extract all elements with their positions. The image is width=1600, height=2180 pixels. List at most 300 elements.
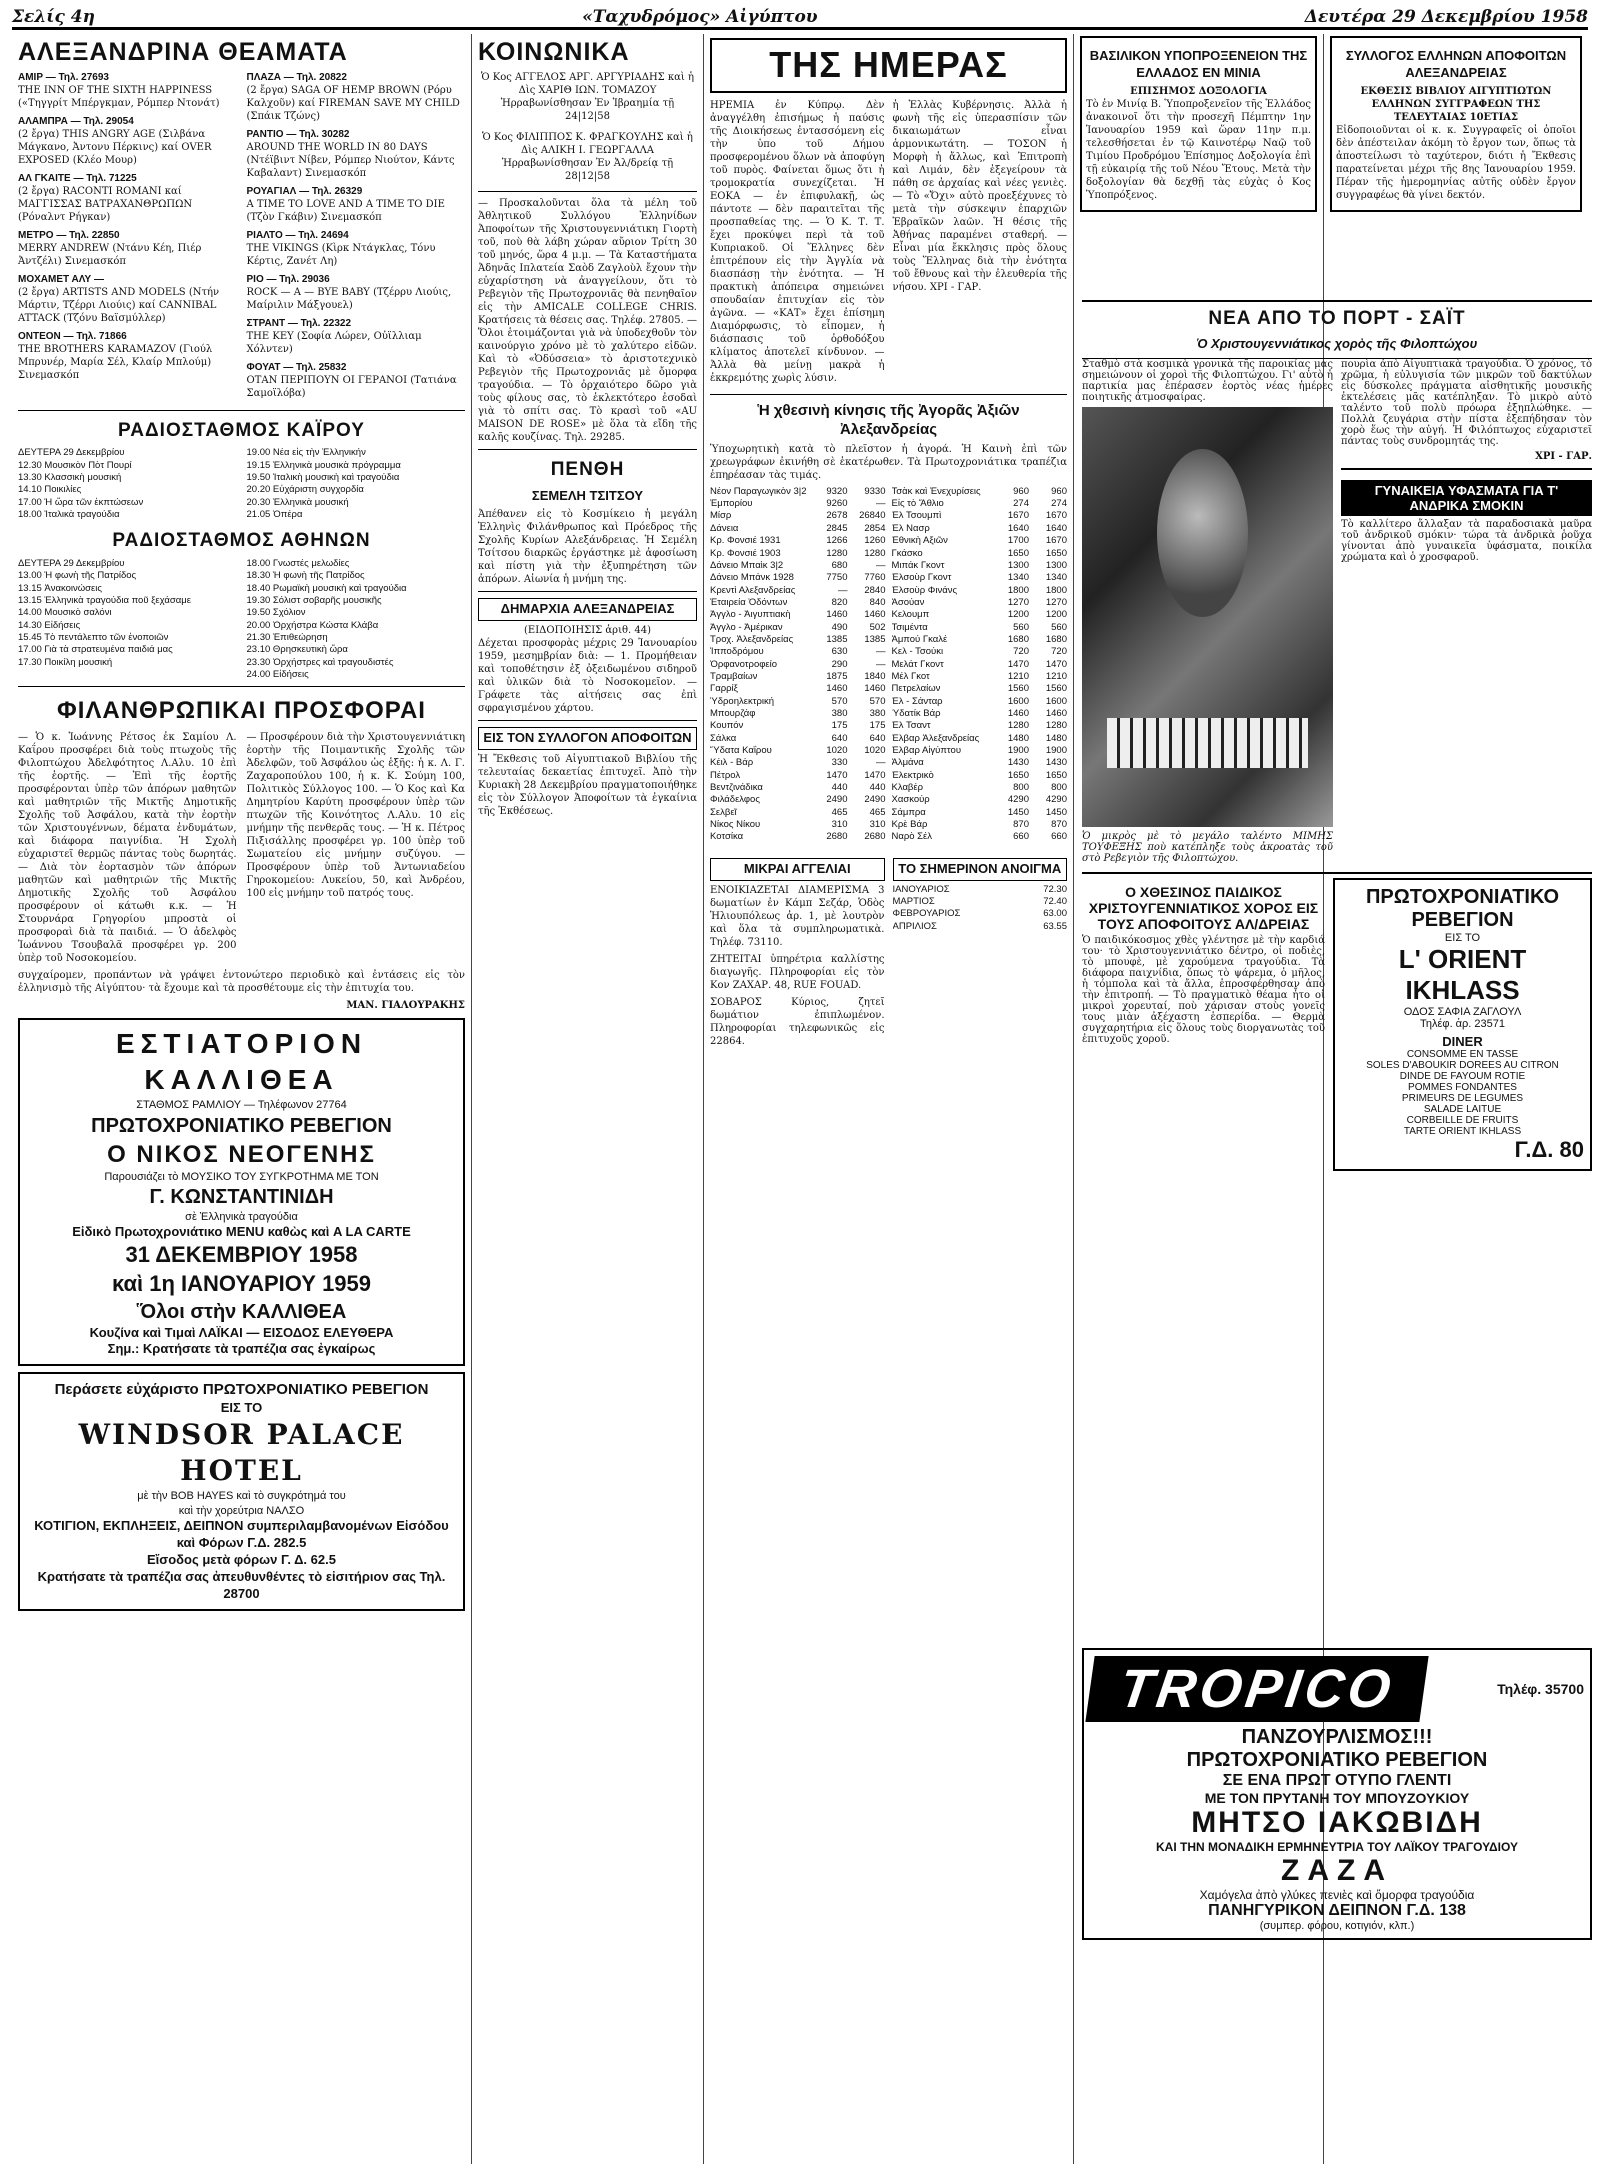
engagement-notice: Ὁ Κος ΑΓΓΕΛΟΣ ΑΡΓ. ΑΡΓΥΡΙΑΔΗΣ καὶ ἡ Δὶς ΧΑΡΙΘ ΙΩΝ. ΤΟΜΑΖΟΥ Ἠρραβωνίσθησαν Ἐν Ἰβραημία τῇ 24|12|58 bbox=[480, 71, 695, 122]
schedule-entry: 13.00 Ἡ φωνὴ τῆς Πατρίδος bbox=[18, 570, 137, 582]
cinema-listings bbox=[18, 71, 465, 405]
cinema-film: ΟΤΑΝ ΠΕΡΙΠΟΥΝ ΟΙ ΓΕΡΑΝΟΙ (Τατιάνα Σαμοϊλόβα) bbox=[246, 374, 457, 399]
security-name: Ἐλ Τσουμπὶ bbox=[891, 510, 942, 522]
market-row bbox=[892, 819, 1068, 831]
cinema-film: A TIME TO LOVE AND A TIME TO DIE (Τζὸν Γκάβιν) Σινεμασκόπ bbox=[246, 198, 445, 223]
price-value: 1560 bbox=[1045, 683, 1067, 695]
price-value: 630 bbox=[831, 646, 848, 658]
security-name: Ἐλβαρ Αἰγύπτου bbox=[891, 745, 962, 757]
market-row bbox=[892, 609, 1068, 621]
price-value: 1460 bbox=[826, 683, 848, 695]
market-row bbox=[892, 622, 1068, 634]
price-value: 1460 bbox=[1007, 707, 1029, 719]
price-value: 1266 bbox=[826, 535, 848, 547]
security-name: Ἀλμάνα bbox=[891, 757, 924, 769]
schedule-entry: 13.15 Ἀνακοινώσεις bbox=[18, 582, 102, 594]
dimarchia-sub: (ΕΙΔΟΠΟΙΗΣΙΣ ἀριθ. 44) bbox=[524, 624, 651, 636]
security-name: Γαρρίξ bbox=[710, 683, 738, 695]
schedule-entry: 13.30 Κλασσικὴ μουσική bbox=[18, 471, 122, 483]
obituary-name: ΣΕΜΕΛΗ ΤΣΙΤΣΟΥ bbox=[531, 488, 644, 504]
schedule-entry: 14.00 Μουσικὸ σαλόνι bbox=[18, 607, 112, 619]
cinema-name: ΣΤΡΑΝΤ — Τηλ. 22322 bbox=[246, 317, 352, 329]
security-name: ΑΠΡΙΛΙΟΣ bbox=[892, 920, 937, 932]
price-value: 63.55 bbox=[1043, 920, 1067, 932]
cinema-name: ΡΙΟ — Τηλ. 29036 bbox=[246, 273, 330, 285]
schedule-entry: ΔΕΥΤΕΡΑ 29 Δεκεμβρίου bbox=[18, 557, 125, 569]
market-row bbox=[892, 659, 1068, 671]
market-row bbox=[893, 921, 1068, 933]
security-name: Τροχ. Ἀλεξανδρείας bbox=[710, 633, 794, 645]
price-value: 1460 bbox=[1045, 707, 1067, 719]
price-value: 720 bbox=[1013, 646, 1029, 658]
price-value: 1300 bbox=[1007, 559, 1029, 571]
market-row bbox=[710, 770, 886, 782]
schedule-entry: 19.00 Νέα εἰς τὴν Ἑλληνικήν bbox=[246, 447, 366, 459]
security-name: Μέλ Γκοτ bbox=[891, 670, 930, 682]
cinema-name: ΡΙΑΛΤΟ — Τηλ. 24694 bbox=[246, 229, 349, 241]
price-value: 490 bbox=[831, 621, 848, 633]
price-value: 440 bbox=[869, 782, 886, 794]
tail-signature: ΜΑΝ. ΓΙΑΛΟΥΡΑΚΗΣ bbox=[346, 999, 465, 1011]
tropico-note: (συμπερ. φόρου, κοτιγιόν, κλπ.) bbox=[1259, 1920, 1415, 1932]
schedule-entry: 14.10 Ποικιλίες bbox=[18, 484, 82, 496]
price-value: — bbox=[876, 757, 886, 769]
menu-item: CORBEILLE DE FRUITS bbox=[1406, 1115, 1519, 1126]
cinema-listing bbox=[247, 128, 466, 180]
price-value: 2490 bbox=[826, 794, 848, 806]
tropico-line2: ΠΡΩΤΟΧΡΟΝΙΑΤΙΚΟ ΡΕΒΕΓΙΟΝ bbox=[1186, 1749, 1488, 1771]
market-row bbox=[710, 782, 886, 794]
security-name: ΦΕΒΡΟΥΑΡΙΟΣ bbox=[892, 908, 961, 920]
cinema-film: THE VIKINGS (Κὶρκ Ντάγκλας, Τόνυ Κέρτις, Ζανέτ Λη) bbox=[246, 242, 436, 267]
security-name: Ἐλεκτρικὸ bbox=[891, 769, 934, 781]
market-row bbox=[710, 745, 886, 757]
schedule-entry: 20.00 Ὀρχήστρα Κώστα Κλάβα bbox=[246, 619, 379, 631]
issue-date: Δευτέρα 29 Δεκεμβρίου 1958 bbox=[1304, 6, 1588, 27]
market-tables bbox=[710, 486, 1067, 844]
cinema-film: AROUND THE WORLD IN 80 DAYS (Ντέϊβιντ Νίβεν, Ρόμπερ Νιούτον, Κάντς Καβαλαντ) Σινεμασκόπ bbox=[246, 141, 455, 179]
price-value: 1900 bbox=[1045, 745, 1067, 757]
price-value: 4290 bbox=[1045, 794, 1067, 806]
orient-address: ΟΔΟΣ ΣΑΦΙΑ ΖΑΓΛΟΥΛ bbox=[1403, 1006, 1522, 1018]
tropico-zaza: ΖΑΖΑ bbox=[1281, 1854, 1393, 1887]
price-value: 1680 bbox=[1007, 633, 1029, 645]
cinema-listing bbox=[247, 317, 466, 356]
security-name: Ἐλσοὺρ Γκοντ bbox=[891, 572, 952, 584]
gynaikeia-text: Τὸ καλλίτερο ἄλλαξαν τὰ παραδοσιακὰ μαῦρα τοῦ ἀνδρικοῦ σμόκιν· τώρα τὰ ἀνδρικὰ ῥοῦχα γίνονται ἀπὸ γυναικεῖα ὑφάσματα, ποικίλα χρώματα καὶ ὁ χροσφαροῦ. bbox=[1341, 519, 1592, 563]
price-value: 1700 bbox=[1007, 535, 1029, 547]
price-value: 2680 bbox=[826, 831, 848, 843]
menu-item: CONSOMME EN TASSE bbox=[1406, 1049, 1519, 1060]
price-value: 175 bbox=[869, 720, 886, 732]
orient-menu bbox=[1341, 1049, 1584, 1137]
menu-item: TARTE ORIENT IKHLASS bbox=[1403, 1126, 1522, 1137]
price-value: 274 bbox=[1051, 498, 1067, 510]
security-name: Ἐλσοὺρ Φινάνς bbox=[891, 584, 958, 596]
orient-line3: ΕΙΣ ΤΟ bbox=[1444, 932, 1481, 944]
kallithea-menu: Εἰδικὸ Πρωτοχρονιάτικο MENU καθὼς καὶ A LA CARTE bbox=[72, 1224, 411, 1240]
price-value: 1280 bbox=[864, 547, 886, 559]
security-name: Ἱπποδρόμου bbox=[710, 646, 764, 658]
cinema-listing bbox=[247, 361, 466, 400]
cinema-name: ΡΑΝΤΙΟ — Τηλ. 30282 bbox=[246, 128, 350, 140]
security-name: Δάνεια bbox=[710, 522, 739, 534]
menu-item: POMMES FONDANTES bbox=[1408, 1082, 1517, 1093]
price-value: 72.30 bbox=[1043, 883, 1067, 895]
security-name: Κρ. Φονσιέ 1931 bbox=[710, 535, 781, 547]
column-day bbox=[704, 34, 1074, 2164]
schedule-entry: 19.50 Σχόλιον bbox=[246, 607, 306, 619]
price-value: 9330 bbox=[864, 485, 886, 497]
day-text-left: ΗΡΕΜΙΑ ἐν Κύπρῳ. Δὲν ἀναγγέλθη ἐπισήμως ἡ παύσις τῆς Διοικήσεως ἐντασσόμενη εἰς τὴν ὑπο τοῦ Δήμου προσφερομένου ὅλων νὰ ἀποφύγη τοῦ πυρὸς. Φαίνεται ὅμως ὅτι ἡ τρομοκρατία συνεχίζεται. Ἡ ΕΟΚΑ — ἐν ἐπιφυλακῇ, ὡς πάντοτε — δὲν παραιτεῖται τῆς προσπαθείας της. — Ὁ Κ. Τ. Τ. ἔχει προκύψει περὶ τὰ τοῦ Κυπριακοῦ. Οἱ Ἕλληνες δὲν ἐπιτρέπουν εἰς τὴν Ἀγγλία νὰ διασπάσῃ τὴν ἑνότητα. — Ἡ πρακτικὴ ἀπόπειρα σημειώνει σπουδαίαν ἐπιτυχίαν εἰς τὸν ἀγῶνα. — «ΚΑΤ» ἔχει ἐπίσημη Διαμόρφωσις, τὸ εἶπομεν, ἡ διάσπασις τοῦ ὀρθοδόξου κλίματος ἀποτελεῖ κίνδυνον. — Ἀλλὰ θὰ μείνῃ μακρὰ ἡ ἐκκρεμότης χωρὶς λύσιν. bbox=[710, 99, 885, 384]
schedule-entry: 21.05 Ὀπέρα bbox=[246, 508, 303, 520]
market-row bbox=[892, 770, 1068, 782]
market-row bbox=[892, 486, 1068, 498]
photo-caption: Ὁ μικρὸς μὲ τὸ μεγάλο ταλέντο ΜΙΜΗΣ ΤΟΥΦΕΞΗΣ ποὺ κατέπληξε τοὺς ἀκροατὰς τοῦ στὸ Ρεβεγιὸν τῆς Φιλοπτώχου. bbox=[1082, 831, 1333, 864]
price-value: 1210 bbox=[1007, 670, 1029, 682]
menu-item: SALADE LAITUE bbox=[1423, 1104, 1502, 1115]
market-row bbox=[710, 548, 886, 560]
price-value: 1200 bbox=[1007, 609, 1029, 621]
market-row bbox=[710, 696, 886, 708]
windsor-entry: Εἴσοδος μετὰ φόρων Γ. Δ. 62.5 bbox=[147, 1551, 336, 1567]
market-row bbox=[710, 708, 886, 720]
price-value: 1280 bbox=[1007, 720, 1029, 732]
cinema-film: (2 ἔργα) ARTISTS AND MODELS (Ντήν Μάρτιν, Τζέρρι Λιούις) καί CANNIBAL ATTACK (Τζόνυ Βαϊσμύλλερ) bbox=[18, 286, 220, 324]
cinema-listing bbox=[18, 229, 237, 268]
price-value: 1640 bbox=[1007, 522, 1029, 534]
market-row bbox=[710, 609, 886, 621]
apofoitoi-title: ΣΥΛΛΟΓΟΣ ΕΛΛΗΝΩΝ ΑΠΟΦΟΙΤΩΝ ΑΛΕΞΑΝΔΡΕΙΑΣ bbox=[1345, 48, 1567, 80]
security-name: Εἰς τὸ Ἄθλιο bbox=[891, 498, 944, 510]
price-value: 2678 bbox=[826, 510, 848, 522]
kallithea-singer: Γ. ΚΩΝΣΤΑΝΤΙΝΙΔΗ bbox=[149, 1186, 334, 1209]
tropico-line6: ΚΑΙ ΤΗΝ ΜΟΝΑΔΙΚΗ ΕΡΜΗΝΕΥΤΡΙΑ ΤΟΥ ΛΑΪΚΟΥ ΤΡΑΓΟΥΔΙΟΥ bbox=[1156, 1840, 1518, 1854]
cinema-film: (2 ἔργα) SAGA OF HEMP BROWN (Ρόρυ Καλχοῦν) καί FIREMAN SAVE MY CHILD (Σπάικ Τζώνς) bbox=[246, 84, 460, 122]
price-value: 1680 bbox=[1045, 633, 1067, 645]
market-row bbox=[892, 807, 1068, 819]
orient-phone: Τηλέφ. ἀρ. 23571 bbox=[1420, 1018, 1505, 1030]
porsaid-signature: ΧΡΙ - ΓΑΡ. bbox=[1535, 451, 1592, 462]
price-value: 1640 bbox=[1045, 522, 1067, 534]
paper-name: «Ταχυδρόμος» Αἰγύπτου bbox=[582, 6, 818, 27]
price-value: 1385 bbox=[864, 633, 886, 645]
windsor-band: μὲ τὴν BOB HAYES καὶ τὸ συγκρότημά του bbox=[137, 1490, 346, 1503]
price-value: 1800 bbox=[1007, 584, 1029, 596]
market-table-left bbox=[710, 486, 886, 844]
kallithea-reveillon: ΠΡΩΤΟΧΡΟΝΙΑΤΙΚΟ ΡΕΒΕΓΙΟΝ bbox=[91, 1114, 392, 1137]
engagements-list bbox=[478, 71, 697, 183]
menu-item: SOLES D'ABOUKIR DOREES AU CITRON bbox=[1366, 1060, 1559, 1071]
market-row bbox=[710, 523, 886, 535]
market-table-right bbox=[892, 486, 1068, 844]
security-name: Ὕδατα Καΐρου bbox=[710, 745, 772, 757]
market-row bbox=[892, 535, 1068, 547]
security-name: Νίκος Νίκου bbox=[710, 819, 761, 831]
kallithea-artist: Ο ΝΙΚΟΣ ΝΕΟΓΕΝΗΣ bbox=[107, 1140, 376, 1168]
security-name: Κρ. Φονσιέ 1903 bbox=[710, 547, 781, 559]
market-row bbox=[892, 671, 1068, 683]
cinema-film: (2 ἔργα) THIS ANGRY AGE (Σιλβάνα Μάγκανο, Ἀντονυ Πέρκινς) καί OVER EXPOSED (Κλέο Μουρ) bbox=[18, 128, 212, 166]
price-value: 1900 bbox=[1007, 745, 1029, 757]
price-value: 1450 bbox=[1007, 806, 1029, 818]
price-value: 1875 bbox=[826, 670, 848, 682]
security-name: Ἐλ Τσαντ bbox=[891, 720, 931, 732]
price-value: 570 bbox=[831, 695, 848, 707]
market-row bbox=[892, 572, 1068, 584]
price-value: 1270 bbox=[1045, 596, 1067, 608]
market-row bbox=[710, 634, 886, 646]
kallithea-songs: σὲ Ἑλληνικὰ τραγούδια bbox=[185, 1211, 298, 1224]
cinema-listing bbox=[18, 273, 237, 325]
schedule-entry: 17.00 Ἡ ὥρα τῶν ἐκπτώσεων bbox=[18, 496, 144, 508]
schedule-entry: 12.30 Μουσικὸν Πὸτ Πουρί bbox=[18, 459, 132, 471]
kallithea-title: ΕΣΤΙΑΤΟΡΙΟΝ ΚΑΛΛΙΘΕΑ bbox=[115, 1027, 368, 1095]
section-title-penthi: ΠΕΝΘΗ bbox=[550, 458, 625, 480]
cinema-listing bbox=[247, 185, 466, 224]
price-value: 1385 bbox=[826, 633, 848, 645]
cinema-name: ΑΛΑΜΠΡΑ — Τηλ. 29054 bbox=[18, 115, 134, 127]
market-row bbox=[892, 720, 1068, 732]
orient-line2: ΡΕΒΕΓΙΟΝ bbox=[1411, 909, 1514, 931]
security-name: Ναρὸ Σέλ bbox=[891, 831, 933, 843]
security-name: Κουπόν bbox=[710, 720, 744, 732]
cinema-listing bbox=[247, 71, 466, 123]
security-name: Δάνειο Μπαὶκ 3|2 bbox=[710, 559, 784, 571]
market-row bbox=[892, 560, 1068, 572]
tropico-dinner: ΠΑΝΗΓΥΡΙΚΟΝ ΔΕΙΠΝΟΝ Γ.Δ. 138 bbox=[1208, 1902, 1466, 1919]
price-value: 1650 bbox=[1007, 769, 1029, 781]
tropico-logo: TROPICO bbox=[1085, 1656, 1428, 1722]
opening-prices bbox=[893, 884, 1068, 933]
orient-line1: ΠΡΩΤΟΧΡΟΝΙΑΤΙΚΟ bbox=[1365, 886, 1560, 908]
tropico-line1: ΠΑΝΖΟΥΡΛΙΣΜΟΣ!!! bbox=[1241, 1726, 1433, 1748]
price-value: 1020 bbox=[864, 745, 886, 757]
market-row bbox=[710, 671, 886, 683]
section-title-sullogos: ΕΙΣ ΤΟΝ ΣΥΛΛΟΓΟΝ ΑΠΟΦΟΙΤΩΝ bbox=[478, 727, 697, 750]
schedule-entry: 24.00 Εἰδήσεις bbox=[246, 669, 309, 681]
price-value: 1280 bbox=[826, 547, 848, 559]
market-row bbox=[710, 646, 886, 658]
cinema-listing bbox=[247, 273, 466, 312]
schedule-entry: 19.15 Ἑλληνικὰ μουσικὰ πρόγραμμα bbox=[246, 459, 401, 471]
price-value: — bbox=[876, 559, 886, 571]
market-row bbox=[710, 486, 886, 498]
schedule-entry: 13.15 Ἑλληνικὰ τραγούδια ποῦ ξεχάσαμε bbox=[18, 594, 191, 606]
price-value: 9320 bbox=[826, 485, 848, 497]
cinema-listing bbox=[247, 229, 466, 268]
schedule-entry: 18.00 Ἰταλικὰ τραγούδια bbox=[18, 508, 120, 520]
price-value: 1270 bbox=[1007, 596, 1029, 608]
ad-tropico bbox=[1082, 1648, 1592, 1940]
price-value: 1340 bbox=[1007, 572, 1029, 584]
market-row bbox=[892, 831, 1068, 843]
security-name: Ἀγγλο - Ἀιγυπτιακὴ bbox=[710, 609, 791, 621]
windsor-title: WINDSOR PALACE HOTEL bbox=[78, 1417, 405, 1488]
price-value: 502 bbox=[869, 621, 886, 633]
price-value: 820 bbox=[831, 596, 848, 608]
paidikos-title: Ο ΧΘΕΣΙΝΟΣ ΠΑΙΔΙΚΟΣ ΧΡΙΣΤΟΥΓΕΝΝΙΑΤΙΚΟΣ ΧΟΡΟΣ ΕΙΣ ΤΟΥΣ ΑΠΟΦΟΙΤΟΥΣ ΑΛ/ΔΡΕΙΑΣ bbox=[1088, 884, 1319, 932]
windsor-eis: ΕΙΣ ΤΟ bbox=[220, 1399, 263, 1415]
market-row bbox=[892, 634, 1068, 646]
price-value: 310 bbox=[831, 819, 848, 831]
section-title-dimarchia: ΔΗΜΑΡΧΙΑ ΑΛΕΞΑΝΔΡΕΙΑΣ bbox=[478, 598, 697, 621]
price-value: 440 bbox=[831, 782, 848, 794]
porsaid-text: Σταθμὸ στὰ κοσμικὰ γρονικὰ τῆς παροικίας μας σημειώνουν οἱ χοροὶ τῆς Φιλοπτώχου. Γι' αὐτὸ ἡ παρτικία μας ἐπέρασεν ἑορτὸς νέας ἡμέρες ποιητικῆς ἀτμοσφαίρας. bbox=[1082, 359, 1333, 403]
price-value: 1480 bbox=[1007, 732, 1029, 744]
security-name: Κελ - Τσούκι bbox=[891, 646, 944, 658]
sullogos-text: Ἡ Ἔκθεσις τοῦ Αἰγυπτιακοῦ Βιβλίου τῆς τελευταίας δεκαετίας ἐπιτυχεῖ. Ἀπὸ τὴν Κυριακὴ 28 Δεκεμβρίου πραγματοποιήθηκε εἰς τὸν Σύλλογον Ἀποφοίτων τὰ ἐγκαίνια τῆς Ἐκθέσεως. bbox=[478, 753, 697, 817]
market-row bbox=[892, 683, 1068, 695]
price-value: 1670 bbox=[1045, 510, 1067, 522]
dimarchia-text: Δέχεται προσφορὰς μέχρις 29 Ἰανουαρίου 1959, μεσημβρίαν διὰ: — 1. Προμήθειαν καὶ τοποθέτησιν ἐξ ὀξειδωμένου σιδηροῦ καὶ ὑλικῶν διὰ τὸ Νοσοκομεῖον. — Γράφετε τὰς αἰτήσεις σας ἐπὶ σφραγισμένου χάρτου. bbox=[478, 637, 697, 714]
market-row bbox=[710, 560, 886, 572]
price-value: 1670 bbox=[1007, 510, 1029, 522]
price-value: 1470 bbox=[1045, 658, 1067, 670]
market-row bbox=[710, 733, 886, 745]
market-row bbox=[710, 622, 886, 634]
price-value: 1650 bbox=[1007, 547, 1029, 559]
price-value: 1430 bbox=[1045, 757, 1067, 769]
social-news: — Προσκαλοῦνται ὅλα τὰ μέλη τοῦ Ἀθλητικοῦ Συλλόγου Ἑλληνίδων Ἀποφοίτων τῆς Χριστουγεννιάτικη Γιορτὴ τοῦ, ποὺ θὰ λάβη χώραν αὔριον Τρίτη 30 τοῦ μηνός, ὥρα 4 μ.μ. — Τὰ Καταστήματα Ἀδηνᾶς Ιπλατεία Σαὸδ Ζαγλοὺλ ἔχουν τὴν εὐχαρίστηση νὰ ἀναγγείλουν, ὅτι τὸ Ρεβεγιὸν τῆς Πρωτοχρονιᾶς θὰ πενηθαῖον εἰς τὴν AMICALE COLLEGE CHRIS. Κρατήσεις τὰ θέσεις σας. Τηλέφ. 27805. — Ὅλοι ἑτοιμάζονται γιὰ νὰ ὑποδεχθοῦν τὸν καινούργιο χρόνο μὲ τὸ χαλύτερο εἰδῶν. Καὶ τὸ «Ὀδύσσεια» τὸ ἀριστοτεχνικὸ Ρεβεγιὸν τῆς Πρωτοχρονιᾶς μὲ ὄμορφα τραγούδια. — Τὸ ὀρχαιότερο δῶρο γιὰ τοὺς φίλους σας, τὸ ἐκλεκτότερο ἐσοδαὶ γιὰ τὸ σπίτι σας. Τὸ κρασὶ τοῦ «AU MAISON DE ROSE» μὲ ὅλα τὰ εἴδη τῆς καλῆς κουζίνας. Τηλ. 29285. bbox=[478, 197, 697, 443]
security-name: Χασκούρ bbox=[891, 794, 930, 806]
market-row bbox=[892, 782, 1068, 794]
ad-windsor bbox=[18, 1372, 465, 1610]
schedule-entry: 18.40 Ρωμαϊκὴ μουσικὴ καὶ τραγούδια bbox=[246, 582, 407, 594]
price-value: 1600 bbox=[1007, 695, 1029, 707]
price-value: 310 bbox=[869, 819, 886, 831]
day-text-right: ἡ Ἑλλὰς Κυβέρνησις. Ἀλλὰ ἡ φωνὴ τῆς εἰς ὑπερασπίσιν τῶν δικαιωμάτων εἶναι ἁρμονικωτάτη. — ΤΟΣΟΝ ἡ Μορφὴ ἡ ἄλλως, καὶ Ἐπιτροπὴ καὶ Λιμάν, δὲν ἐξεγείρουν τὰ πάθη σε ἀρχαίας καὶ νέες γενιὲς. — Τὸ «Ὄχι» αὐτὸ προεξέχυνες τὸ μετὰ τὴν σύσκεψιν ἐπαρχιῶν Ἑβραϊκῶν λαῶν. Ἡ θέσις τῆς Ἀθήνας παραμένει σταθερή. — Εἶναι μία ἔκκλησις πρὸς ὅλους τοὺς Ἕλληνας διὰ τὴν ἑνότητα τοῦ ἔθνους καὶ τὴν ἐλευθερία τῆς νήσου. ΧΡΙ - ΓΑΡ. bbox=[892, 99, 1067, 293]
column-social bbox=[472, 34, 704, 2164]
kallithea-slogan: Ὅλοι στὴν ΚΑΛΛΙΘΕΑ bbox=[136, 1300, 347, 1323]
security-name: Ἀγγλο - Ἀμέρικαν bbox=[710, 621, 783, 633]
market-row bbox=[710, 498, 886, 510]
price-value: — bbox=[838, 584, 848, 596]
price-value: 660 bbox=[1051, 831, 1067, 843]
security-name: Τραμβαίων bbox=[710, 670, 758, 682]
price-value: 1650 bbox=[1045, 547, 1067, 559]
security-name: Σελβεῖ bbox=[710, 806, 737, 818]
porsaid-article bbox=[1082, 300, 1592, 1177]
tropico-line4: ΜΕ ΤΟΝ ΠΡΥΤΑΝΗ ΤΟΥ ΜΠΟΥΖΟΥΚΙΟΥ bbox=[1204, 1790, 1470, 1806]
section-title-tis-imeras: ΤΗΣ ΗΜΕΡΑΣ bbox=[710, 38, 1067, 93]
market-intro: Ὑποχωρητικὴ κατὰ τὸ πλεῖστον ἡ ἀγορά. Ἡ Καινὴ ἐπὶ τῶν χρεωγράφων ἐκινήθη σὲ ἑκατέρωθεν. Τὰ Πρωτοχρονιάτικα τραπέζια ἐπηρέασαν τὰς τιμάς. bbox=[710, 443, 1067, 481]
column-entertainment bbox=[12, 34, 472, 2164]
section-title-aggelies: ΜΙΚΡΑΙ ΑΓΓΕΛΙΑΙ bbox=[710, 858, 885, 881]
windsor-intro: Περάσετε εὐχάριστο ΠΡΩΤΟΧΡΟΝΙΑΤΙΚΟ ΡΕΒΕΓΙΟΝ bbox=[54, 1381, 429, 1399]
cinema-listing bbox=[18, 71, 237, 110]
market-row bbox=[892, 585, 1068, 597]
security-name: Γκάσκο bbox=[891, 547, 923, 559]
price-value: 1650 bbox=[1045, 769, 1067, 781]
menu-item: DINDE DE FAYOUM ROTIE bbox=[1399, 1071, 1526, 1082]
market-row bbox=[893, 908, 1068, 920]
security-name: Τσὰκ καὶ Ἐνεχυρίσεις bbox=[891, 485, 981, 497]
consulate-box bbox=[1080, 36, 1317, 212]
section-title-philanthropic: ΦΙΛΑΝΘΡΩΠΙΚΑΙ ΠΡΟΣΦΟΡΑΙ bbox=[57, 697, 426, 725]
orient-name: L' ORIENT IKHLASS bbox=[1398, 944, 1527, 1005]
section-title-koinonika: ΚΟΙΝΩΝΙΚΑ bbox=[478, 38, 630, 66]
market-row bbox=[892, 745, 1068, 757]
security-name: Ἐμπορίου bbox=[710, 498, 753, 510]
price-value: 640 bbox=[831, 732, 848, 744]
consulate-title: ΒΑΣΙΛΙΚΟΝ ΥΠΟΠΡΟΞΕΝΕΙΟΝ ΤΗΣ ΕΛΛΑΔΟΣ ΕΝ ΜΙΝΙΑ bbox=[1089, 48, 1308, 80]
market-row bbox=[893, 884, 1068, 896]
ad-kallithea bbox=[18, 1018, 465, 1367]
price-value: 560 bbox=[1013, 621, 1029, 633]
price-value: 1470 bbox=[864, 769, 886, 781]
price-value: 380 bbox=[831, 707, 848, 719]
price-value: 9260 bbox=[826, 498, 848, 510]
schedule-entry: 23.10 Θρησκευτικὴ ὥρα bbox=[246, 644, 348, 656]
market-row bbox=[710, 720, 886, 732]
tropico-line8: Χαμόγελα ἀπὸ γλύκες πενιὲς καὶ ὄμορφα τραγούδια bbox=[1199, 1888, 1475, 1902]
price-value: 1450 bbox=[1045, 806, 1067, 818]
cinema-name: ΠΛΑΖΑ — Τηλ. 20822 bbox=[246, 71, 347, 83]
market-row bbox=[892, 597, 1068, 609]
paidikos-text: Ὁ παιδικόκοσμος χθὲς γλέντησε μὲ τὴν καρδιά του· τὸ Χριστουγεννιάτικο δέντρο, οἱ ποδιὲς, τὸ μπουφὲ, μὲ χαρούμενα τραγούδια. Τὰ διάφορα παιχνίδια, ὅπως τὸ ψάρεμα, ὁ μῆλος, ἡ τόμπολα καὶ τὰ ἄλλα, ἐπροσφέρθησαν ἀπὸ τὴν ἐπιτροπή. — Τὸ πραγματικὸ θέαμα ἦτο οἱ μικροὶ χορευταί, ποὺ χάρισαν στοὺς γονεῖς τους μιὰν ἀξέχαστη ἑσπερίδα. — Θερμὰ συγχαρητήρια εἰς ὅλους τοὺς διοργανωτὰς τοῦ ἐπιτυχοῦς χοροῦ. bbox=[1082, 935, 1325, 1045]
price-value: 2680 bbox=[864, 831, 886, 843]
market-row bbox=[892, 696, 1068, 708]
cinema-name: ΑΜΙΡ — Τηλ. 27693 bbox=[18, 71, 109, 83]
radio-cairo-schedule bbox=[18, 447, 465, 521]
apofoitoi-sub: ΕΚΘΕΣΙΣ ΒΙΒΛΙΟΥ ΑΙΓΥΠΤΙΩΤΩΝ ΕΛΛΗΝΩΝ ΣΥΓΓΡΑΦΕΩΝ ΤΗΣ ΤΕΛΕΥΤΑΙΑΣ 10ΕΤΙΑΣ bbox=[1360, 85, 1552, 123]
kallithea-address: ΣΤΑΘΜΟΣ ΡΑΜΛΙΟΥ — Τηλέφωνον 27764 bbox=[136, 1099, 347, 1112]
security-name: Νέον Παραγωγικὸν 3|2 bbox=[710, 485, 807, 497]
day-commentary bbox=[710, 99, 1067, 389]
price-value: 330 bbox=[831, 757, 848, 769]
price-value: 1480 bbox=[1045, 732, 1067, 744]
consulate-sub: ΕΠΙΣΗΜΟΣ ΔΟΞΟΛΟΓΙΑ bbox=[1130, 85, 1267, 97]
price-value: 63.00 bbox=[1043, 908, 1067, 920]
price-value: 1560 bbox=[1007, 683, 1029, 695]
schedule-entry: 18.30 Ἡ φωνὴ τῆς Πατρίδος bbox=[246, 570, 365, 582]
price-value: 1470 bbox=[1007, 658, 1029, 670]
cinema-listing bbox=[18, 330, 237, 382]
market-row bbox=[892, 733, 1068, 745]
porsaid-title: ΝΕΑ ΑΠΟ ΤΟ ΠΟΡΤ - ΣΑΪΤ bbox=[1208, 308, 1466, 329]
cinema-name: ΟΝΤΕΟΝ — Τηλ. 71866 bbox=[18, 330, 127, 342]
cinema-name: ΦΟΥΑΤ — Τηλ. 25832 bbox=[246, 361, 347, 373]
price-value: 7760 bbox=[864, 572, 886, 584]
market-row bbox=[710, 659, 886, 671]
schedule-entry: ΔΕΥΤΕΡΑ 29 Δεκεμβρίου bbox=[18, 447, 125, 459]
security-name: Δάνειο Μπάνκ 1928 bbox=[710, 572, 794, 584]
schedule-entry: 23.30 Ὀρχήστρες καὶ τραγουδιστές bbox=[246, 656, 394, 668]
price-value: 870 bbox=[1013, 819, 1029, 831]
security-name: Πέτρολ bbox=[710, 769, 741, 781]
schedule-entry: 20.30 Ἑλληνικὰ μουσική bbox=[246, 496, 349, 508]
cinema-film: ROCK — A — BYE BABY (Τζέρρυ Λιούις, Μαίριλιν Μάξγουελ) bbox=[246, 286, 452, 311]
classified-ad: ΕΝΟΙΚΙΑΖΕΤΑΙ ΔΙΑΜΕΡΙΣΜΑ 3 δωματίων ἐν Κάμπ Σεζάρ, Ὁδὸς Ἡλιουπόλεως ἀρ. 1, μὲ λουτρὸν καὶ ὅλα τὰ συμπληρωματικὰ. Τηλέφ. 73110. bbox=[710, 884, 885, 948]
security-name: Ὑδατίκ Βάρ bbox=[891, 707, 941, 719]
price-value: 960 bbox=[1013, 485, 1029, 497]
schedule-entry: 19.50 Ἰταλικὴ μουσικὴ καὶ τραγούδια bbox=[246, 471, 400, 483]
market-row bbox=[892, 510, 1068, 522]
security-name: Ἑταιρεία Ὀδόντων bbox=[710, 596, 788, 608]
price-value: 72.40 bbox=[1043, 896, 1067, 907]
security-name: Ὑδροηλεκτρική bbox=[710, 695, 775, 707]
price-value: 1470 bbox=[826, 769, 848, 781]
orient-price: Γ.Δ. 80 bbox=[1514, 1137, 1584, 1162]
price-value: 1020 bbox=[826, 745, 848, 757]
windsor-booking: Κρατήσατε τὰ τραπέζια σας ἀπευθυνθέντες τὸ εἰσιτήριον σας Τηλ. 28700 bbox=[37, 1568, 446, 1601]
schedule-entry: 14.30 Εἰδήσεις bbox=[18, 619, 81, 631]
security-name: Μπουρζάφ bbox=[710, 707, 756, 719]
apofoitoi-text: Εἰδοποιοῦνται οἱ κ. κ. Συγγραφεῖς οἱ ὁποῖοι δὲν ἀπέστειλαν ἀκόμη τὸ ἔργον των, ὅπως τὰ ἀποστείλωσι τὸ ταχύτερον, διότι ἡ Ἔκθεσις παρατείνεται μέχρι τῆς 8ης Ἰανουαρίου 1959. Πέραν τῆς ἡμερομηνίας αὐτῆς οὐδὲν ἔργον συγγραφέως θὰ γίνει δεκτόν. bbox=[1336, 124, 1576, 201]
security-name: Ἐλ - Σάνταρ bbox=[891, 695, 943, 707]
market-row bbox=[892, 708, 1068, 720]
